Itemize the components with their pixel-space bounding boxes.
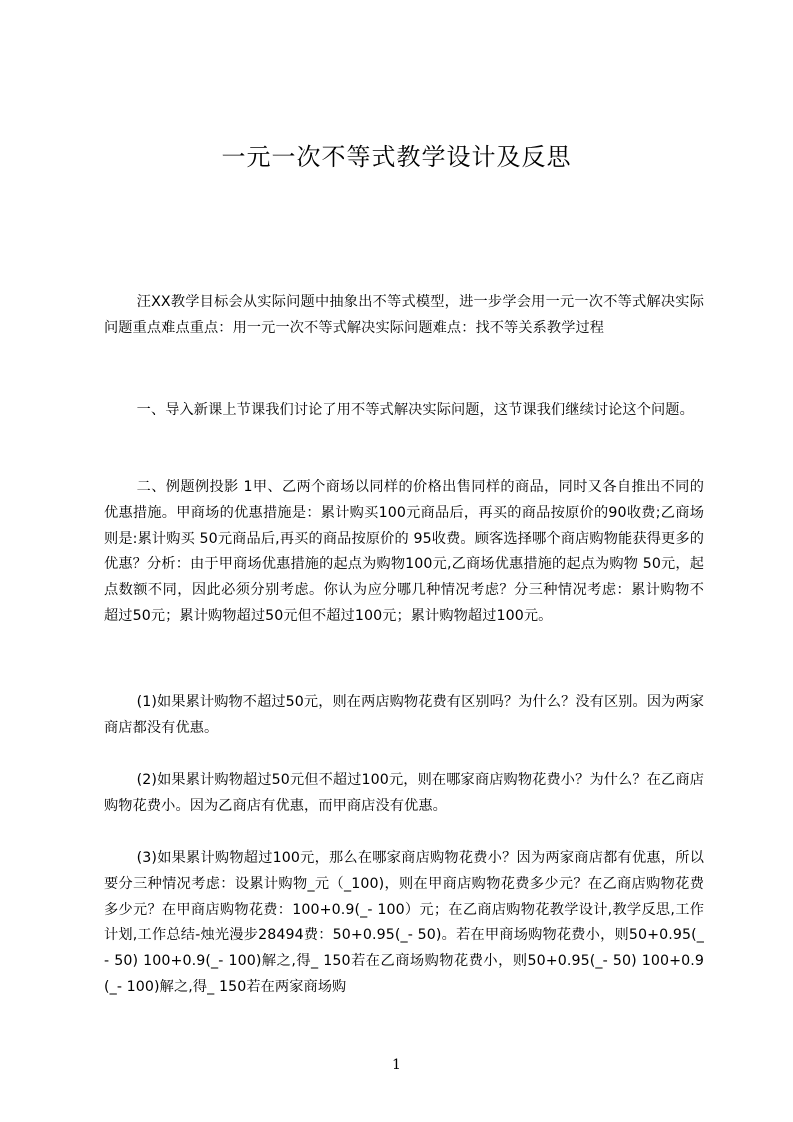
paragraph-case-2: (2)如果累计购物超过50元但不超过100元，则在哪家商店购物花费小？为什么？在乙商店购物花费小。因为乙商店有优惠，而甲商店没有优惠。 [104, 772, 704, 814]
page-title: 一元一次不等式教学设计及反思 [221, 143, 572, 171]
paragraph-introduction: 一、导入新课上节课我们讨论了用不等式解决实际问题，这节课我们继续讨论这个问题。 [136, 402, 694, 418]
page-number: 1 [392, 1057, 401, 1073]
paragraph-case-3: (3)如果累计购物超过100元，那么在哪家商店购物花费小？因为两家商店都有优惠，所以要分三种情况考虑：设累计购物_元（_100)，则在甲商店购物花费多少元？在乙商店购物花费多少元？在甲商店购物花费：100+0.9(_- 100）元；在乙商店购物花教学设计,教学反思,工作计划,工作总结-烛光漫步28494费：50+0.95(_- 50)。若在甲商场购物花费小，则50+0.95(_- 50) 100+0.9(_- 100)解之,得_ 150若在乙商场购物花费小，则50+0.95(_- 50) 100+0.9(_- 100)解之,得_ 150若在两家商场购 [104, 850, 704, 995]
paragraph-objectives: 汪XX教学目标会从实际问题中抽象出不等式模型，进一步学会用一元一次不等式解决实际问题重点难点重点：用一元一次不等式解决实际问题难点：找不等关系教学过程 [104, 294, 704, 336]
paragraph-example: 二、例题例投影 1甲、乙两个商场以同样的价格出售同样的商品，同时又各自推出不同的优惠措施。甲商场的优惠措施是：累计购买100元商品后，再买的商品按原价的90收费;乙商场则是:累计购买 50元商品后,再买的商品按原价的 95收费。顾客选择哪个商店购物能获得更多的优惠？分析：由于甲商场优惠措施的起点为购物100元,乙商场优惠措施的起点为购物 50元，起点数额不同，因此必须分别考虑。你认为应分哪几种情况考虑？分三种情况考虑：累计购物不超过50元；累计购物超过50元但不超过100元；累计购物超过100元。 [104, 479, 704, 624]
paragraph-case-1: (1)如果累计购物不超过50元，则在两店购物花费有区别吗？为什么？没有区别。因为两家商店都没有优惠。 [104, 694, 704, 736]
